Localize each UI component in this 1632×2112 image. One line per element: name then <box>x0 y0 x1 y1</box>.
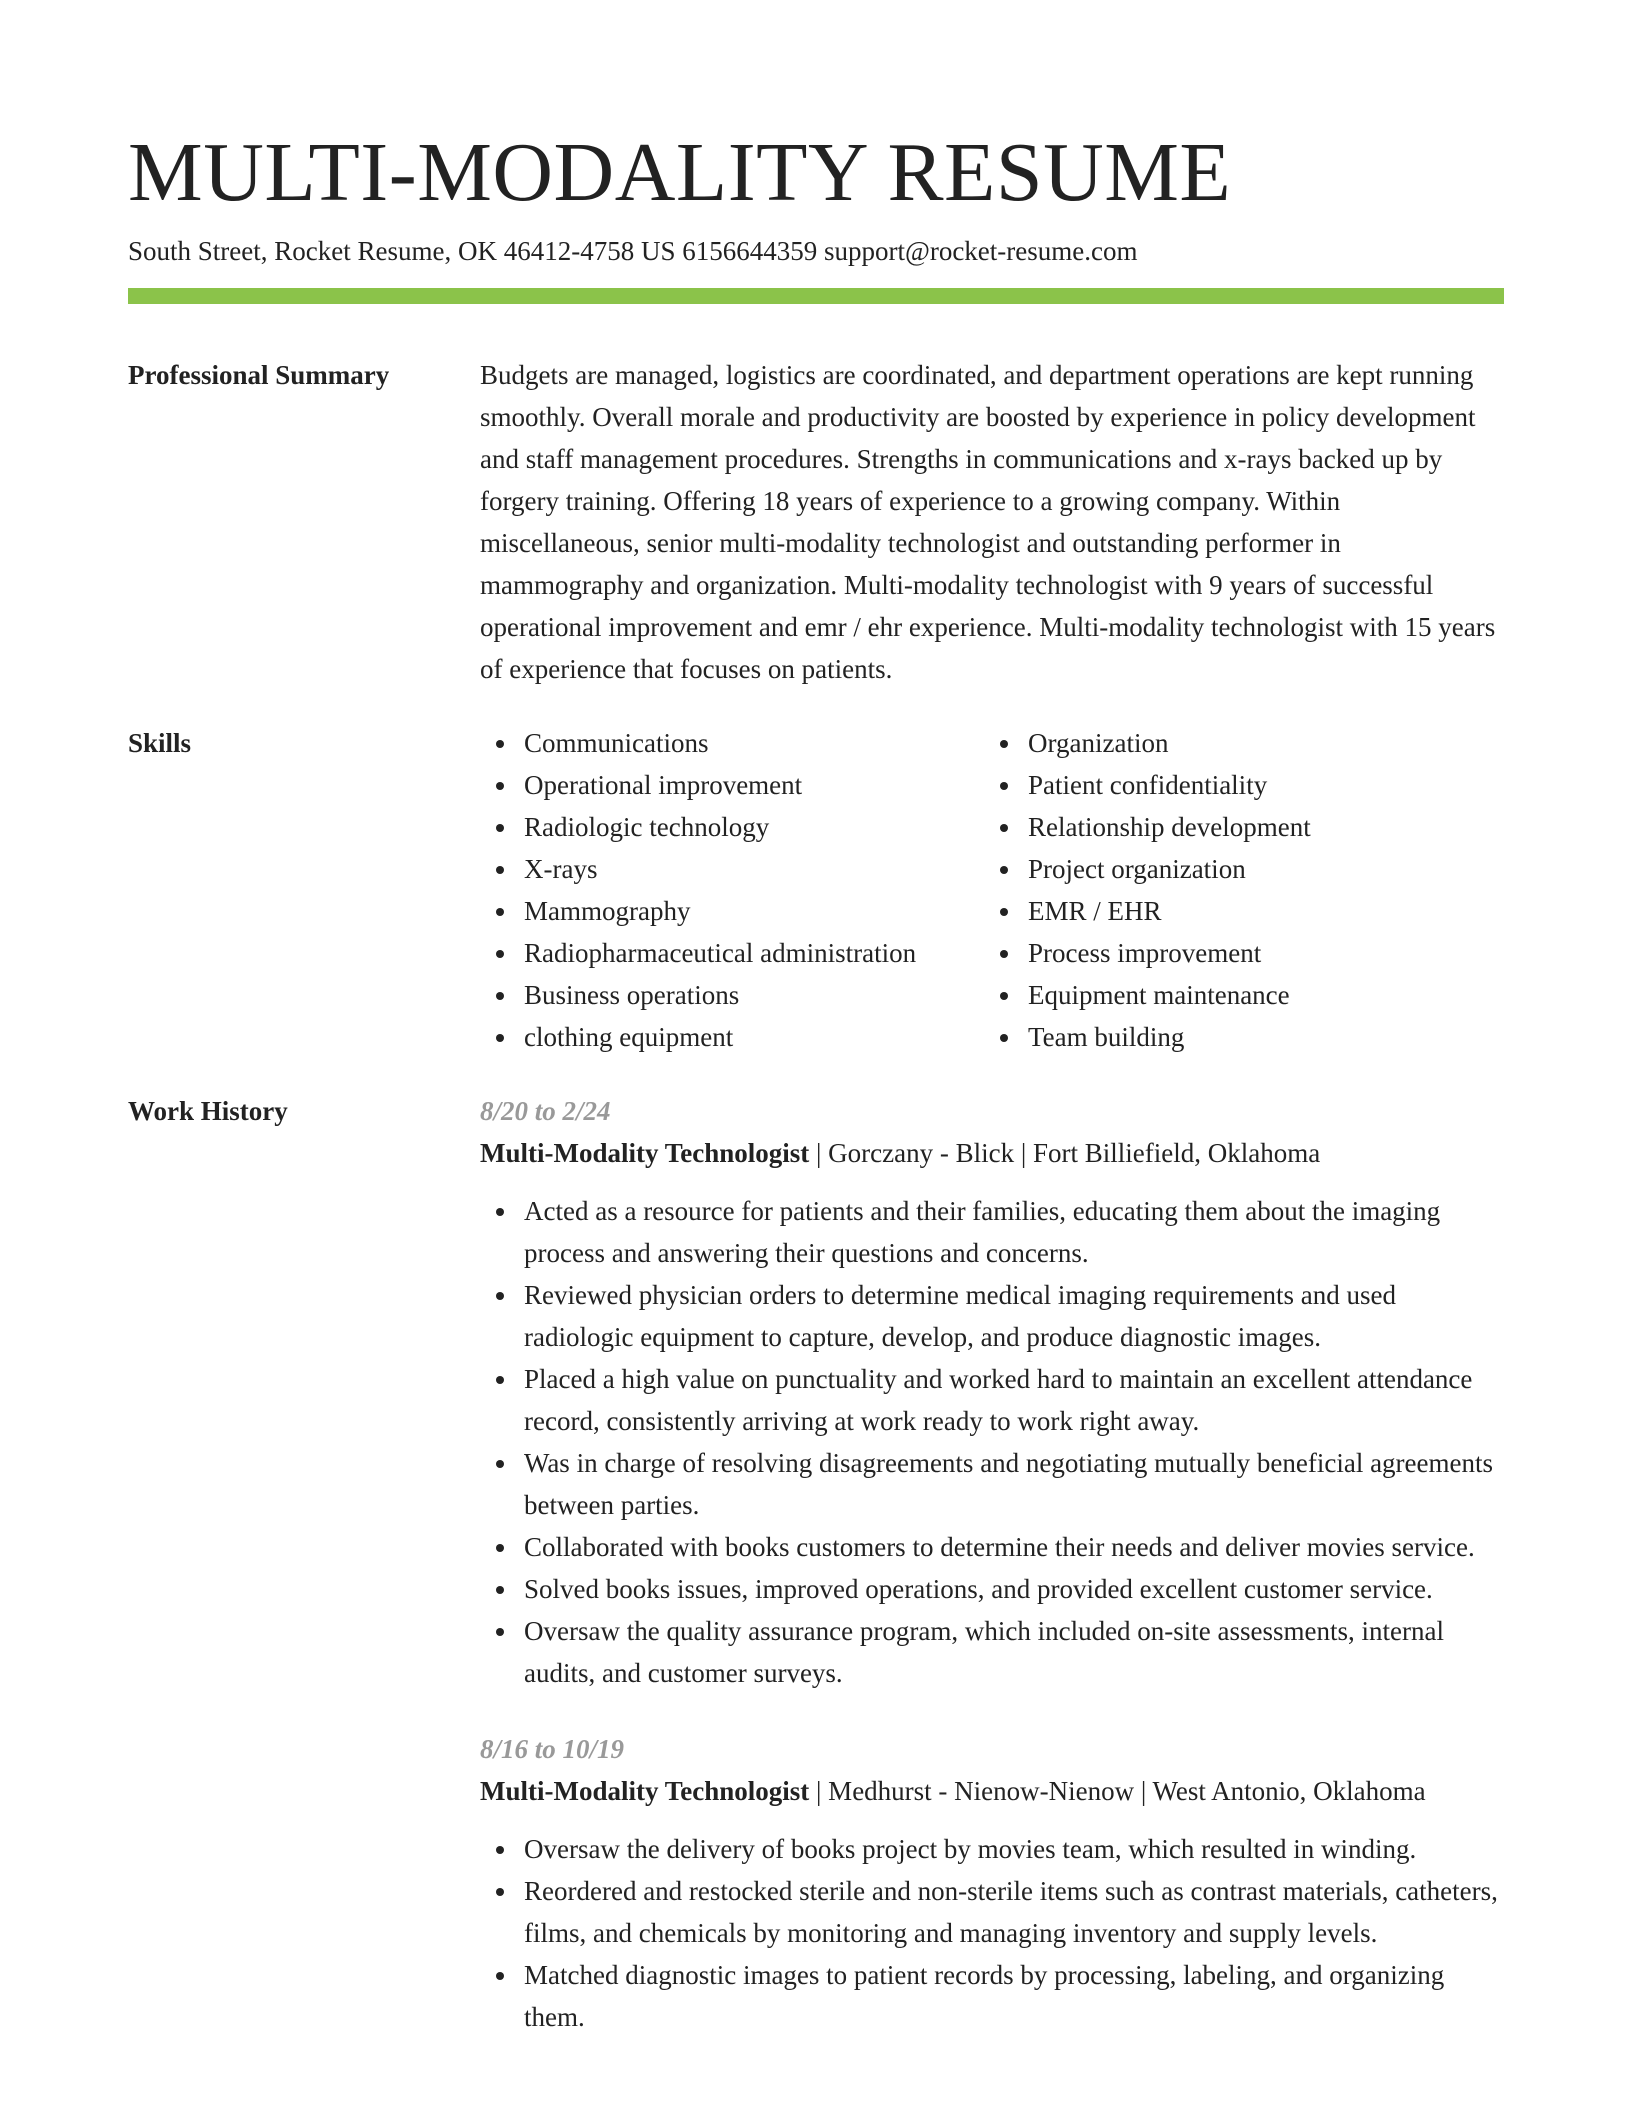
job-bullets <box>480 1190 1504 1694</box>
skills-section <box>128 722 1504 1058</box>
section-label-skills: Skills <box>128 728 192 758</box>
job-entry <box>480 1090 1504 1694</box>
job-bullets <box>480 1828 1504 2038</box>
skills-list-left <box>480 722 984 1058</box>
job-entry <box>480 1728 1504 2038</box>
skill-item: Organization <box>984 722 1504 764</box>
job-bullet: Collaborated with books customers to determine their needs and deliver movies service. <box>480 1526 1504 1568</box>
work-history-section <box>128 1090 1504 2038</box>
job-dates: 8/16 to 10/19 <box>480 1734 625 1764</box>
skill-item: Process improvement <box>984 932 1504 974</box>
skill-item: Patient confidentiality <box>984 764 1504 806</box>
skill-item: clothing equipment <box>480 1016 984 1058</box>
job-bullet: Matched diagnostic images to patient records by processing, labeling, and organizing them. <box>480 1954 1504 2038</box>
job-bullet: Acted as a resource for patients and their families, educating them about the imaging process and answering their questions and concerns. <box>480 1190 1504 1274</box>
skills-list-right <box>984 722 1504 1058</box>
resume-page <box>128 118 1504 2038</box>
job-heading <box>480 1132 1504 1174</box>
job-title: Multi-Modality Technologist <box>480 1776 810 1806</box>
job-bullet: Placed a high value on punctuality and worked hard to maintain an excellent attendance record, consistently arriving at work ready to work right away. <box>480 1358 1504 1442</box>
summary-section <box>128 354 1504 690</box>
skill-item: Equipment maintenance <box>984 974 1504 1016</box>
summary-text: Budgets are managed, logistics are coordinated, and department operations are kept running smoothly. Overall morale and productivity are boosted by experience in policy development and staff management procedures. Strengths in communications and x-rays backed up by forgery training. Offering 18 years of experience to a growing company. Within miscellaneous, senior multi-modality technologist and outstanding performer in mammography and organization. Multi-modality technologist with 9 years of successful operational improvement and emr / ehr experience. Multi-modality technologist with 15 years of experience that focuses on patients. <box>480 360 1496 684</box>
job-bullet: Reordered and restocked sterile and non-sterile items such as contrast materials, catheters, films, and chemicals by monitoring and managing inventory and supply levels. <box>480 1870 1504 1954</box>
section-label-work-history: Work History <box>128 1096 288 1126</box>
skill-item: Mammography <box>480 890 984 932</box>
job-heading <box>480 1770 1504 1812</box>
contact-line: South Street, Rocket Resume, OK 46412-4758 US 6156644359 support@rocket-resume.com <box>128 236 1138 266</box>
job-title: Multi-Modality Technologist <box>480 1138 810 1168</box>
skill-item: Relationship development <box>984 806 1504 848</box>
skill-item: Project organization <box>984 848 1504 890</box>
skill-item: Radiologic technology <box>480 806 984 848</box>
skill-item: X-rays <box>480 848 984 890</box>
resume-title: MULTI-MODALITY RESUME <box>128 126 1232 219</box>
skill-item: Operational improvement <box>480 764 984 806</box>
skill-item: Team building <box>984 1016 1504 1058</box>
skill-item: Business operations <box>480 974 984 1016</box>
job-bullet: Solved books issues, improved operations, and provided excellent customer service. <box>480 1568 1504 1610</box>
job-bullet: Was in charge of resolving disagreements and negotiating mutually beneficial agreements between parties. <box>480 1442 1504 1526</box>
header-divider <box>128 288 1504 304</box>
skill-item: EMR / EHR <box>984 890 1504 932</box>
section-label-summary: Professional Summary <box>128 360 390 390</box>
job-bullet: Oversaw the delivery of books project by movies team, which resulted in winding. <box>480 1828 1504 1870</box>
job-employer-location: | Gorczany - Blick | Fort Billiefield, Oklahoma <box>809 1138 1321 1168</box>
job-dates: 8/20 to 2/24 <box>480 1096 611 1126</box>
job-employer-location: | Medhurst - Nienow-Nienow | West Antonio, Oklahoma <box>809 1776 1426 1806</box>
job-bullet: Reviewed physician orders to determine medical imaging requirements and used radiologic equipment to capture, develop, and produce diagnostic images. <box>480 1274 1504 1358</box>
skill-item: Communications <box>480 722 984 764</box>
job-bullet: Oversaw the quality assurance program, which included on-site assessments, internal audits, and customer surveys. <box>480 1610 1504 1694</box>
skill-item: Radiopharmaceutical administration <box>480 932 984 974</box>
